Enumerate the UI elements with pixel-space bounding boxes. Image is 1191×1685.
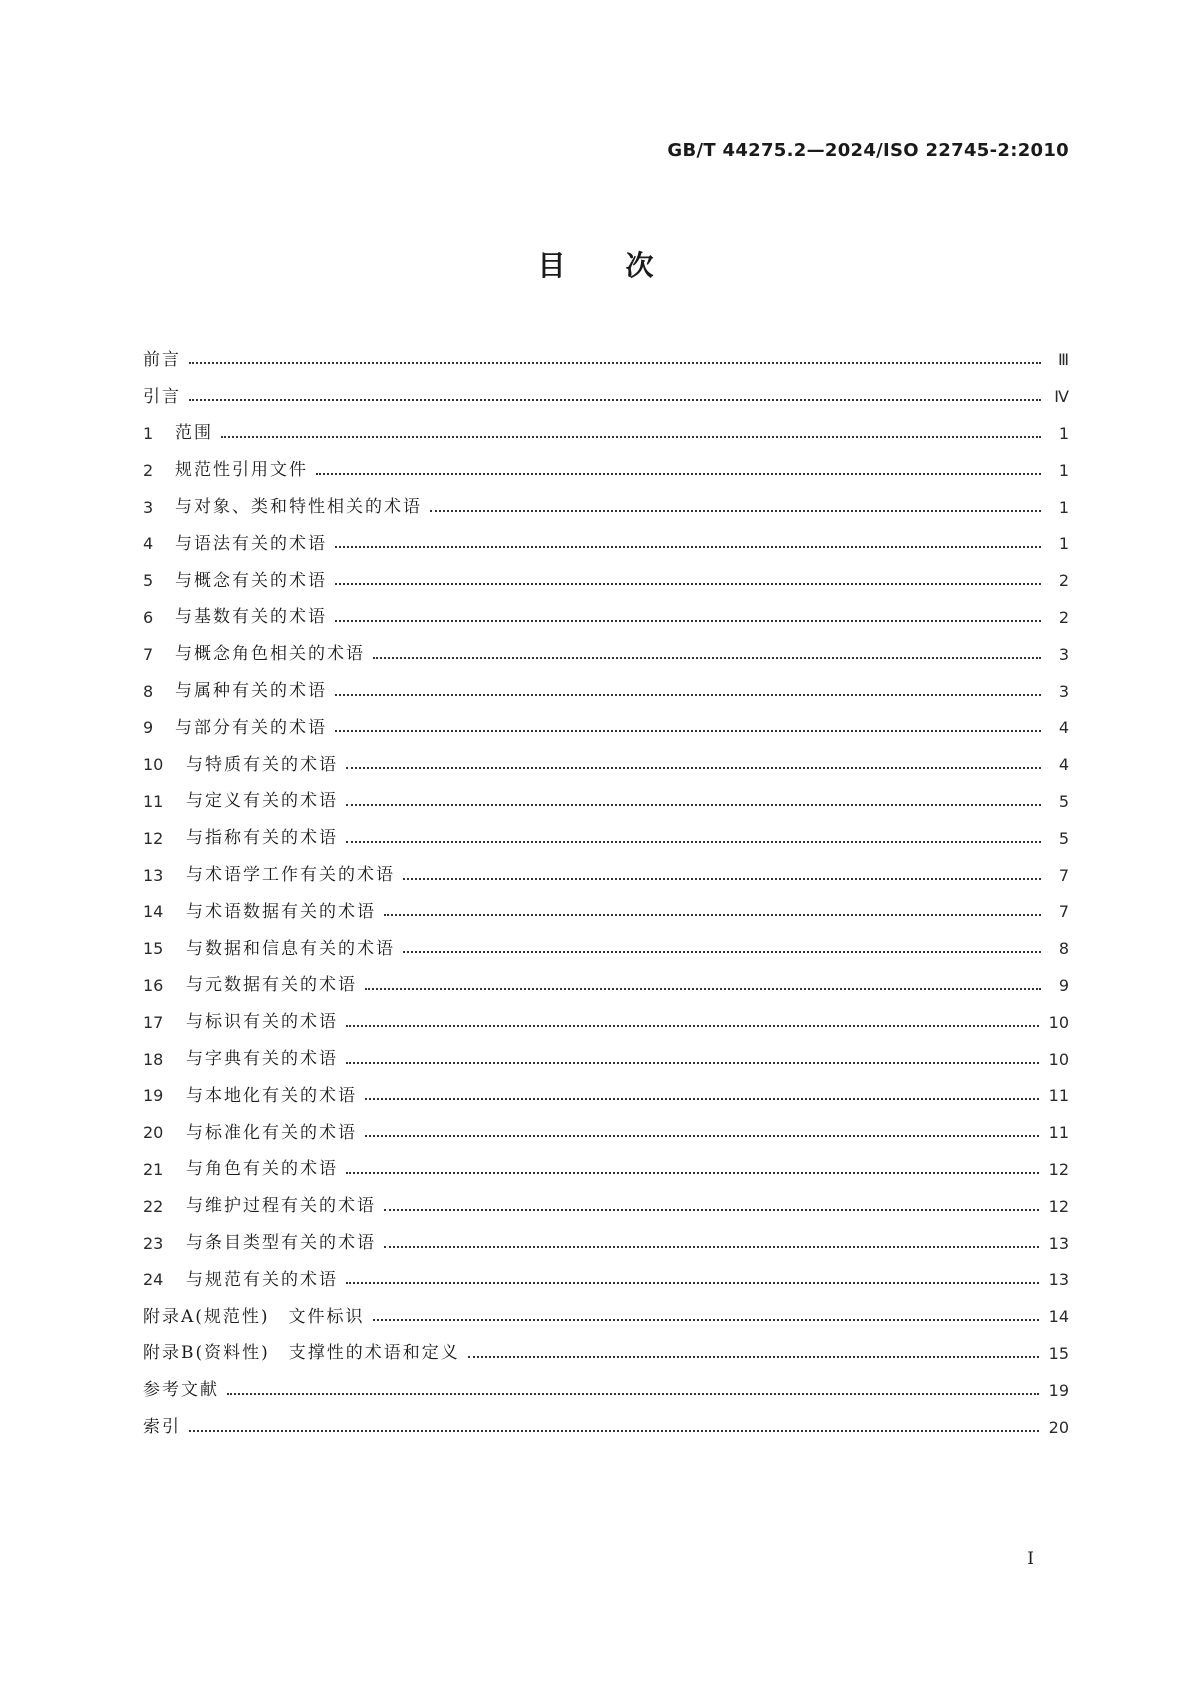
toc-entry-label: 与术语学工作有关的术语 [186, 865, 395, 886]
toc-entry-page: 7 [1058, 865, 1069, 885]
toc-entry[interactable] [143, 489, 1069, 526]
toc-entry-page: Ⅲ [1057, 350, 1069, 370]
toc-entry[interactable] [143, 1409, 1069, 1446]
standard-code: GB/T 44275.2—2024/ISO 22745-2:2010 [667, 140, 1069, 161]
toc-entry[interactable] [143, 1225, 1069, 1262]
toc-entry[interactable] [143, 636, 1069, 673]
toc-entry[interactable] [143, 1299, 1069, 1336]
toc-entry-number: 9 [143, 718, 154, 738]
toc-entry-label: 前言 [143, 349, 181, 370]
toc-entry-number: 19 [143, 1086, 164, 1106]
toc-dot-leader [189, 399, 1041, 401]
toc-entry-number: 2 [143, 460, 154, 480]
toc-entry-page: 2 [1058, 571, 1069, 591]
toc-entry-number: 21 [143, 1159, 164, 1179]
toc-entry-page: Ⅳ [1054, 387, 1069, 407]
toc-entry[interactable] [143, 416, 1069, 453]
toc-entry[interactable] [143, 931, 1069, 968]
toc-dot-leader [346, 1172, 1039, 1174]
toc-entry-page: 3 [1058, 681, 1069, 701]
toc-dot-leader [221, 436, 1041, 438]
toc-entry[interactable] [143, 784, 1069, 821]
toc-entry-page: 7 [1058, 902, 1069, 922]
table-of-contents [143, 342, 1069, 1446]
toc-entry-label: 与术语数据有关的术语 [186, 901, 376, 922]
toc-entry-label: 与特质有关的术语 [186, 754, 338, 775]
toc-entry-label: 范围 [175, 423, 213, 444]
toc-entry-page: 8 [1058, 939, 1069, 959]
toc-dot-leader [335, 620, 1041, 622]
toc-entry[interactable] [143, 563, 1069, 600]
page-title: 目次 [537, 249, 714, 282]
toc-dot-leader [365, 1098, 1039, 1100]
toc-entry-label: 与本地化有关的术语 [186, 1085, 357, 1106]
toc-dot-leader [346, 1025, 1039, 1027]
toc-entry-page: 15 [1048, 1343, 1069, 1363]
toc-entry[interactable] [143, 452, 1069, 489]
toc-entry-number: 1 [143, 423, 154, 443]
toc-entry-page: 11 [1048, 1086, 1069, 1106]
toc-entry-number: 5 [143, 571, 154, 591]
toc-entry-label: 附录B(资料性) 支撑性的术语和定义 [143, 1343, 460, 1364]
toc-entry-label: 与概念有关的术语 [175, 570, 327, 591]
toc-entry-label: 与角色有关的术语 [186, 1159, 338, 1180]
page-number: I [1027, 1549, 1034, 1569]
toc-entry-label: 与基数有关的术语 [175, 607, 327, 628]
toc-entry-number: 13 [143, 865, 164, 885]
toc-dot-leader [365, 1135, 1039, 1137]
toc-entry[interactable] [143, 857, 1069, 894]
toc-entry-label: 与字典有关的术语 [186, 1049, 338, 1070]
toc-entry-page: 3 [1058, 644, 1069, 664]
toc-dot-leader [430, 510, 1041, 512]
toc-entry[interactable] [143, 1115, 1069, 1152]
toc-entry-number: 22 [143, 1196, 164, 1216]
toc-dot-leader [346, 841, 1041, 843]
toc-entry-page: 11 [1048, 1123, 1069, 1143]
toc-entry-label: 引言 [143, 386, 181, 407]
toc-entry[interactable] [143, 820, 1069, 857]
toc-entry-number: 16 [143, 975, 164, 995]
toc-dot-leader [189, 1430, 1039, 1432]
toc-entry[interactable] [143, 600, 1069, 637]
toc-entry-page: 1 [1058, 497, 1069, 517]
toc-dot-leader [227, 1393, 1039, 1395]
toc-entry-number: 20 [143, 1123, 164, 1143]
toc-entry-label: 与指称有关的术语 [186, 828, 338, 849]
toc-dot-leader [365, 988, 1041, 990]
toc-entry-number: 3 [143, 497, 154, 517]
toc-entry[interactable] [143, 526, 1069, 563]
toc-entry-number: 18 [143, 1049, 164, 1069]
toc-entry[interactable] [143, 1004, 1069, 1041]
toc-entry-page: 1 [1058, 423, 1069, 443]
toc-dot-leader [384, 1209, 1039, 1211]
toc-dot-leader [335, 583, 1041, 585]
toc-entry[interactable] [143, 342, 1069, 379]
toc-entry-label: 与标识有关的术语 [186, 1012, 338, 1033]
toc-entry-label: 与维护过程有关的术语 [186, 1196, 376, 1217]
toc-entry-page: 13 [1048, 1270, 1069, 1290]
toc-entry-number: 23 [143, 1233, 164, 1253]
toc-entry-page: 5 [1058, 828, 1069, 848]
toc-dot-leader [346, 804, 1041, 806]
toc-entry[interactable] [143, 1188, 1069, 1225]
toc-entry[interactable] [143, 673, 1069, 710]
toc-dot-leader [468, 1356, 1039, 1358]
toc-entry-page: 10 [1048, 1049, 1069, 1069]
toc-entry-label: 与元数据有关的术语 [186, 975, 357, 996]
toc-entry-page: 5 [1058, 791, 1069, 811]
toc-entry-number: 10 [143, 755, 164, 775]
toc-entry-page: 14 [1048, 1307, 1069, 1327]
toc-dot-leader [335, 546, 1041, 548]
toc-entry-label: 索引 [143, 1417, 181, 1437]
toc-entry-page: 1 [1058, 534, 1069, 554]
toc-entry[interactable] [143, 379, 1069, 416]
toc-dot-leader [335, 730, 1041, 732]
toc-entry-page: 4 [1058, 718, 1069, 738]
toc-entry-number: 4 [143, 534, 154, 554]
toc-entry[interactable] [143, 1041, 1069, 1078]
toc-dot-leader [373, 657, 1041, 659]
toc-entry-page: 10 [1048, 1012, 1069, 1032]
toc-entry-page: 20 [1048, 1417, 1069, 1437]
toc-entry-label: 与语法有关的术语 [175, 533, 327, 554]
toc-dot-leader [346, 767, 1041, 769]
toc-entry-number: 7 [143, 644, 154, 664]
toc-entry-label: 与对象、类和特性相关的术语 [175, 497, 422, 518]
toc-entry-label: 与部分有关的术语 [175, 717, 327, 738]
toc-entry-page: 1 [1058, 460, 1069, 480]
toc-entry-number: 17 [143, 1012, 164, 1032]
toc-entry-number: 15 [143, 939, 164, 959]
toc-entry-page: 13 [1048, 1233, 1069, 1253]
toc-entry[interactable] [143, 894, 1069, 931]
toc-entry-label: 与定义有关的术语 [186, 791, 338, 812]
toc-entry[interactable] [143, 747, 1069, 784]
toc-entry-label: 与数据和信息有关的术语 [186, 938, 395, 959]
toc-dot-leader [346, 1062, 1039, 1064]
toc-entry-page: 9 [1058, 975, 1069, 995]
toc-entry-number: 24 [143, 1270, 164, 1290]
toc-entry[interactable] [143, 1336, 1069, 1373]
toc-entry[interactable] [143, 968, 1069, 1005]
toc-entry-number: 8 [143, 681, 154, 701]
toc-entry-label: 与概念角色相关的术语 [175, 644, 365, 665]
toc-dot-leader [384, 914, 1041, 916]
toc-entry-page: 2 [1058, 607, 1069, 627]
toc-entry-label: 参考文献 [143, 1380, 219, 1401]
toc-entry[interactable] [143, 1372, 1069, 1409]
toc-entry-page: 19 [1048, 1380, 1069, 1400]
toc-dot-leader [403, 878, 1041, 880]
toc-dot-leader [373, 1319, 1039, 1321]
toc-entry[interactable] [143, 1152, 1069, 1189]
toc-entry[interactable] [143, 1078, 1069, 1115]
toc-dot-leader [384, 1246, 1039, 1248]
toc-entry-number: 14 [143, 902, 164, 922]
toc-entry-label: 与规范有关的术语 [186, 1269, 338, 1290]
toc-entry-page: 12 [1048, 1159, 1069, 1179]
toc-entry[interactable] [143, 1262, 1069, 1299]
toc-entry-label: 与标准化有关的术语 [186, 1122, 357, 1143]
toc-entry-number: 12 [143, 828, 164, 848]
toc-entry-label: 与属种有关的术语 [175, 681, 327, 702]
toc-entry-label: 附录A(规范性) 文件标识 [143, 1306, 365, 1327]
toc-dot-leader [316, 473, 1041, 475]
toc-entry-number: 6 [143, 607, 154, 627]
toc-entry-page: 4 [1058, 755, 1069, 775]
toc-dot-leader [189, 362, 1041, 364]
toc-entry-number: 11 [143, 791, 164, 811]
toc-entry[interactable] [143, 710, 1069, 747]
toc-entry-page: 12 [1048, 1196, 1069, 1216]
toc-dot-leader [403, 951, 1041, 953]
toc-entry-label: 与条目类型有关的术语 [186, 1233, 376, 1254]
toc-entry-label: 规范性引用文件 [175, 460, 308, 481]
toc-dot-leader [346, 1282, 1039, 1284]
toc-dot-leader [335, 694, 1041, 696]
